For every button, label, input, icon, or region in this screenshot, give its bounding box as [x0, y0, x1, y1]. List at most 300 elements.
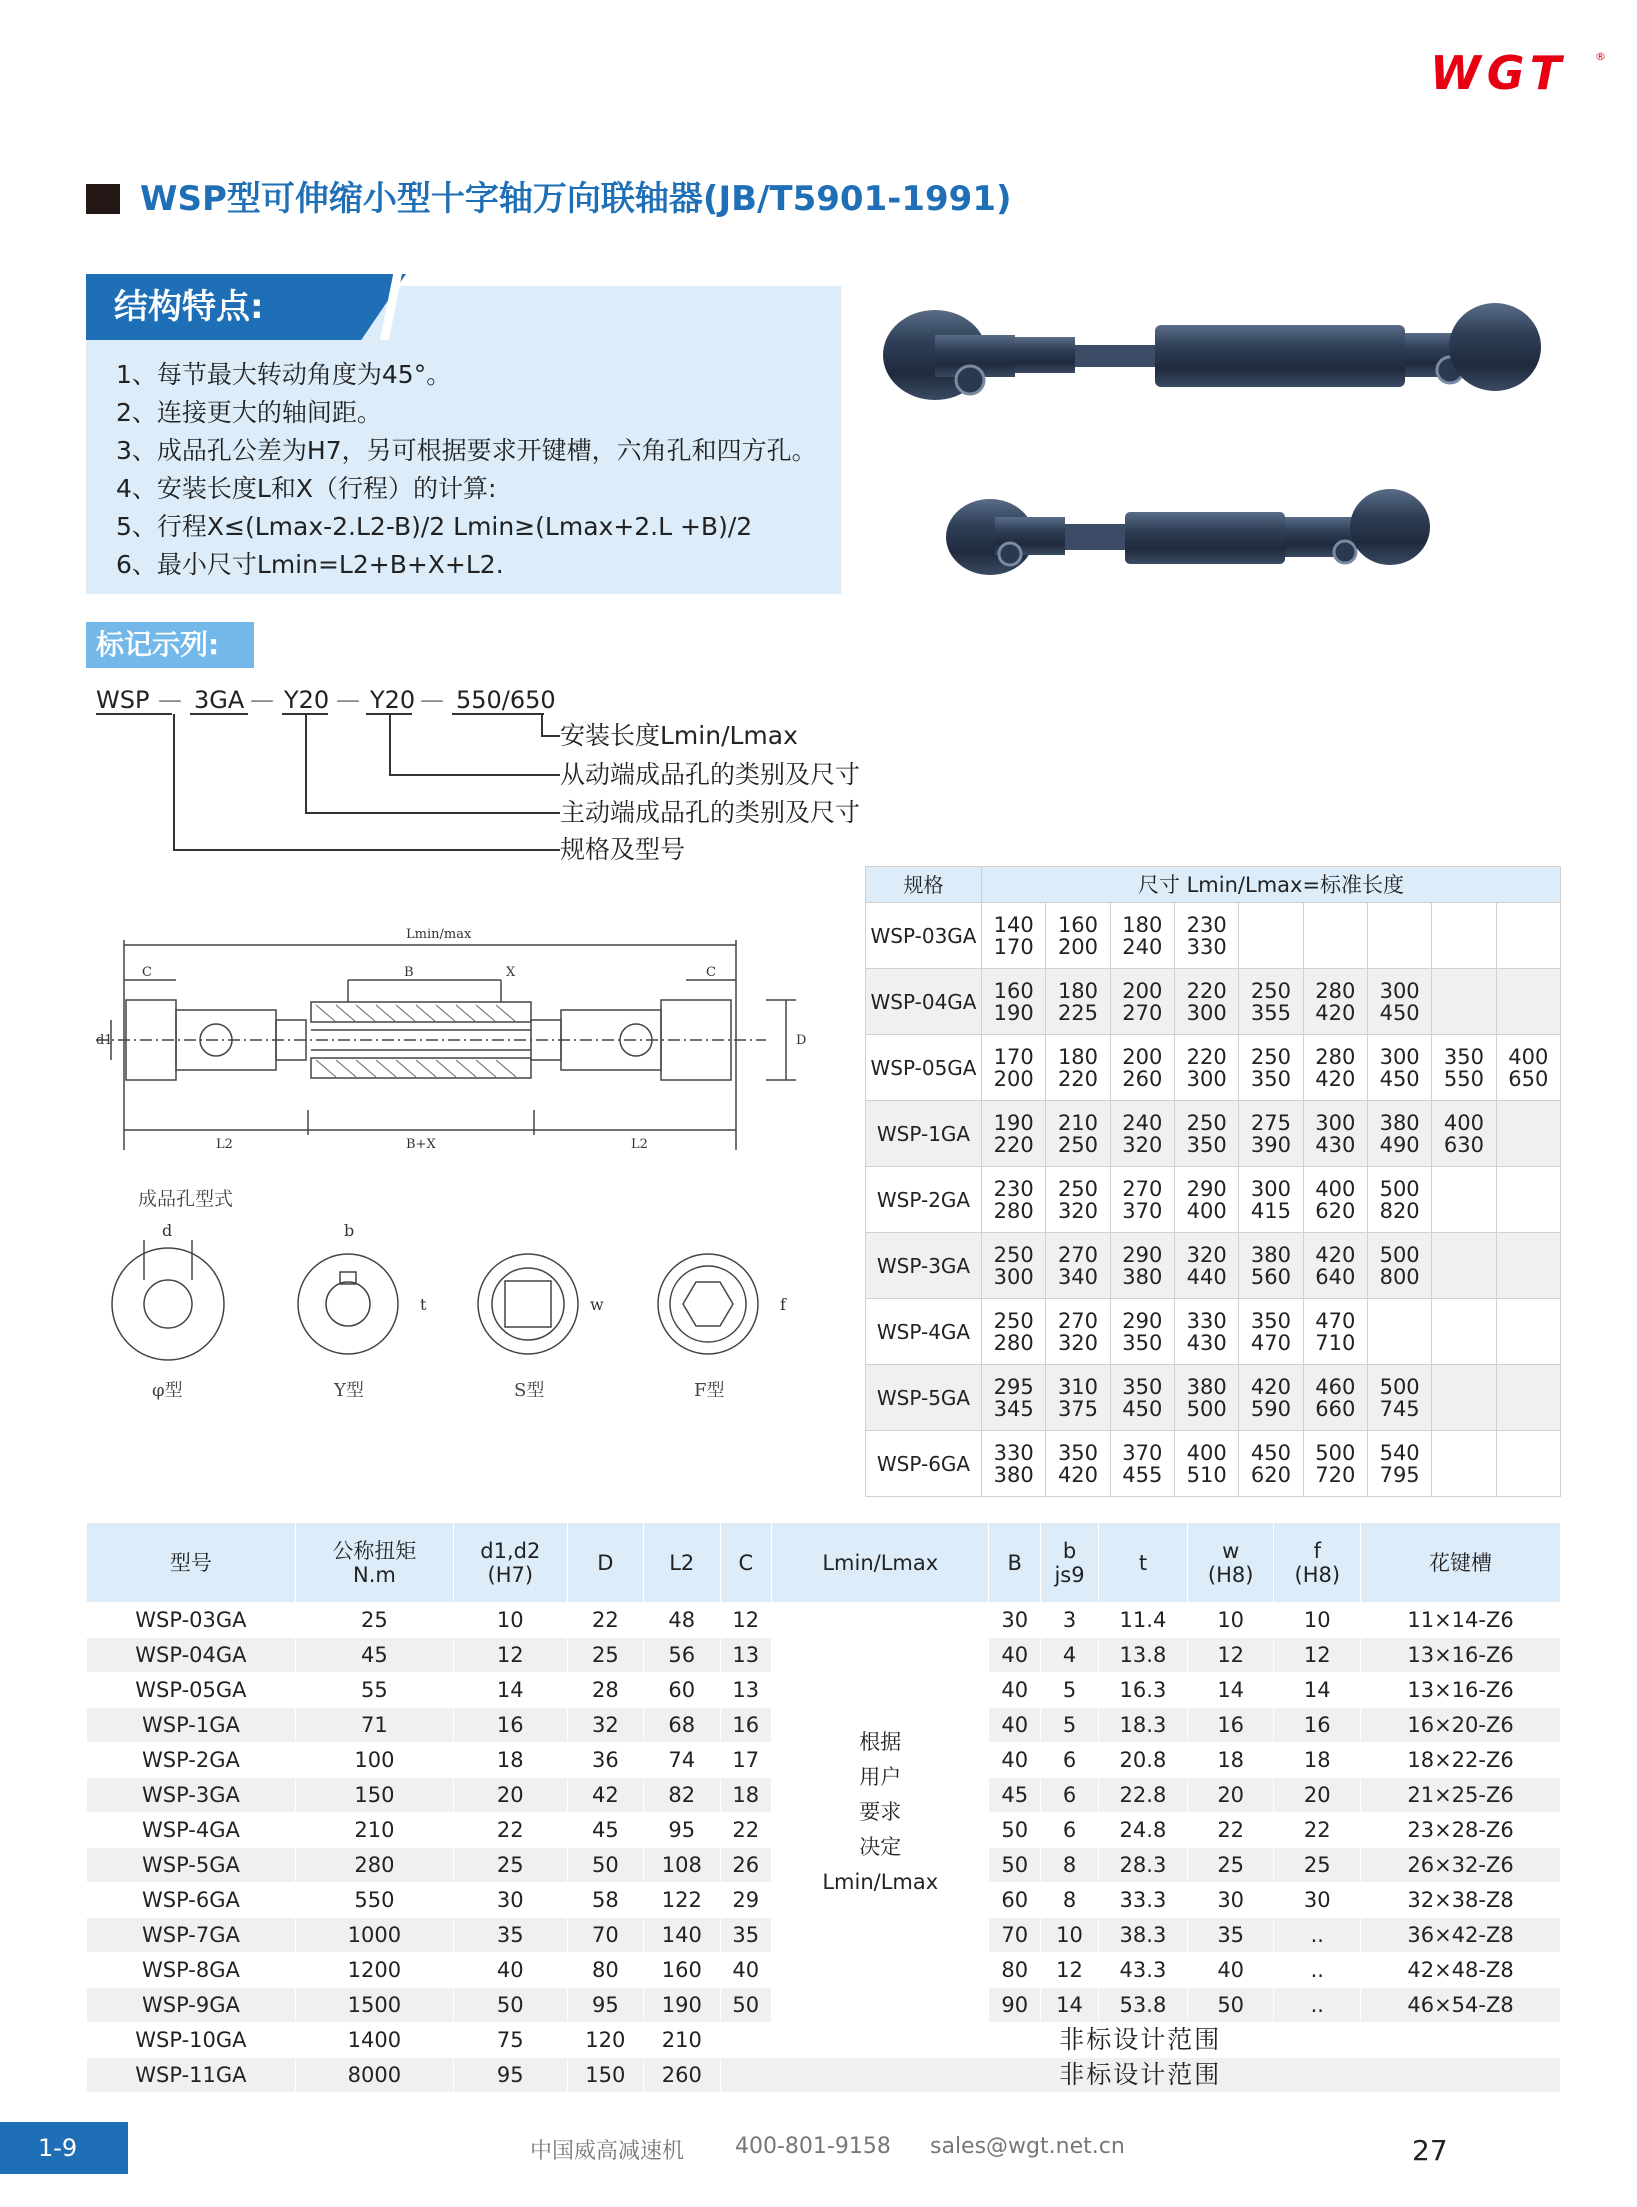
- spec-cell: 8000: [295, 2058, 453, 2093]
- code-part: 3GA: [194, 686, 245, 714]
- spec-cell: 5: [1041, 1673, 1099, 1708]
- lmin-value: 330: [993, 1440, 1034, 1465]
- spec-header-cell: t: [1099, 1523, 1188, 1603]
- bore-d-label: d: [162, 1221, 173, 1240]
- size-length-cell: [1174, 1299, 1238, 1365]
- size-length-cell: [1367, 1101, 1431, 1167]
- spec-cell: 25: [295, 1603, 453, 1638]
- lmin-value: 350: [1443, 1044, 1484, 1069]
- lmin-value: 300: [1315, 1110, 1356, 1135]
- lmin-value: 310: [1057, 1374, 1099, 1399]
- lmax-value: 225: [1057, 1000, 1099, 1025]
- size-length-cell: [1367, 1035, 1431, 1101]
- spec-cell: 550: [295, 1883, 453, 1918]
- spec-cell: 12: [1187, 1638, 1274, 1673]
- size-table-row: [866, 1101, 1561, 1167]
- lmax-value: 380: [1122, 1264, 1163, 1289]
- spec-cell: ..: [1274, 1953, 1361, 1988]
- size-length-cell: [1046, 1233, 1110, 1299]
- size-length-cell: [1174, 1167, 1238, 1233]
- lmin-value: 160: [1057, 912, 1099, 937]
- lmin-value: 275: [1250, 1110, 1292, 1135]
- lmin-value: 500: [1315, 1440, 1356, 1465]
- spec-table-row: [87, 2023, 1561, 2058]
- spec-cell: 25: [567, 1638, 643, 1673]
- size-length-cell: [1110, 1101, 1174, 1167]
- spec-cell: 30: [989, 1603, 1041, 1638]
- spec-cell: 32×38-Z8: [1361, 1883, 1561, 1918]
- dim-l2-label: L2: [631, 1137, 648, 1152]
- spec-cell: 13.8: [1099, 1638, 1188, 1673]
- lmax-value: 430: [1186, 1330, 1227, 1355]
- lmin-value: 200: [1122, 1044, 1163, 1069]
- spec-cell: 1500: [295, 1988, 453, 2023]
- spec-cell: 13: [720, 1673, 772, 1708]
- lmax-value: 300: [993, 1264, 1034, 1289]
- spec-header-cell: d1,d2 (H7): [453, 1523, 567, 1603]
- dim-l2-label: L2: [216, 1137, 233, 1152]
- bore-types-drawing: [100, 1220, 840, 1400]
- spec-cell: 35: [453, 1918, 567, 1953]
- spec-cell: WSP-04GA: [87, 1638, 296, 1673]
- lmax-value: 660: [1315, 1396, 1356, 1421]
- feature-item: 4、安装长度L和X（行程）的计算:: [116, 474, 497, 503]
- lmin-value: 370: [1122, 1440, 1163, 1465]
- spec-cell: 50: [567, 1848, 643, 1883]
- size-model-cell: WSP-3GA: [866, 1233, 982, 1299]
- lmax-value: 440: [1186, 1264, 1227, 1289]
- lmin-value: 350: [1250, 1308, 1292, 1333]
- feature-item: 6、最小尺寸Lmin=L2+B+X+L2.: [116, 550, 504, 579]
- size-length-cell: [1303, 1431, 1367, 1497]
- lmax-value: 820: [1379, 1198, 1420, 1223]
- spec-cell: 45: [989, 1778, 1041, 1813]
- size-length-cell: [982, 903, 1046, 969]
- size-length-cell: [1367, 969, 1431, 1035]
- size-header-lengths: 尺寸 Lmin/Lmax=标准长度: [982, 867, 1561, 903]
- lmin-value: 380: [1379, 1110, 1420, 1135]
- spec-cell: 16: [1187, 1708, 1274, 1743]
- spec-header-cell: f (H8): [1274, 1523, 1361, 1603]
- spec-cell: 40: [453, 1953, 567, 1988]
- lmin-value: 180: [1122, 912, 1163, 937]
- size-length-cell: [1432, 1299, 1496, 1365]
- size-length-cell: [982, 969, 1046, 1035]
- code-part: 550/650: [456, 686, 556, 714]
- lmax-value: 720: [1315, 1462, 1356, 1487]
- size-length-cell: [1432, 1431, 1496, 1497]
- lmax-value: 300: [1186, 1066, 1227, 1091]
- dim-d1-label: d1: [96, 1033, 113, 1048]
- size-length-cell: [1239, 1101, 1303, 1167]
- spec-cell: 50: [989, 1848, 1041, 1883]
- size-model-cell: WSP-04GA: [866, 969, 982, 1035]
- spec-cell: 4: [1041, 1638, 1099, 1673]
- spec-cell: WSP-11GA: [87, 2058, 296, 2093]
- spec-header-cell: B: [989, 1523, 1041, 1603]
- footer-email[interactable]: sales@wgt.net.cn: [930, 2134, 1125, 2159]
- spec-cell: 120: [567, 2023, 643, 2058]
- size-length-cell: [1174, 969, 1238, 1035]
- spec-cell: 74: [644, 1743, 720, 1778]
- page-title: WSP型可伸缩小型十字轴万向联轴器(JB/T5901-1991): [140, 179, 1012, 219]
- code-part: Y20: [370, 686, 416, 714]
- size-length-cell: [1303, 1233, 1367, 1299]
- spec-cell: 14: [1041, 1988, 1099, 2023]
- lmin-value: 280: [1315, 978, 1356, 1003]
- lmax-value: 330: [1186, 934, 1227, 959]
- lmax-value: 300: [1186, 1000, 1227, 1025]
- lmin-value: 190: [993, 1110, 1034, 1135]
- dim-lminmax-label: Lmin/max: [406, 927, 472, 942]
- lminmax-note-cell: [772, 1603, 989, 2023]
- size-length-cell: [1174, 1431, 1238, 1497]
- spec-header-cell: C: [720, 1523, 772, 1603]
- spec-cell: 28: [567, 1673, 643, 1708]
- spec-cell: 18.3: [1099, 1708, 1188, 1743]
- lmax-value: 370: [1122, 1198, 1163, 1223]
- bore-t-label: t: [420, 1295, 427, 1314]
- lmin-value: 250: [1186, 1110, 1227, 1135]
- size-length-cell: [1496, 1365, 1560, 1431]
- spec-header-cell: Lmin/Lmax: [772, 1523, 989, 1603]
- spec-cell: 40: [989, 1708, 1041, 1743]
- size-length-cell: [1110, 1299, 1174, 1365]
- size-length-cell: [1496, 1233, 1560, 1299]
- spec-cell: 10: [1041, 1918, 1099, 1953]
- spec-cell: 22: [1187, 1813, 1274, 1848]
- size-table-row: [866, 1035, 1561, 1101]
- lmax-value: 560: [1250, 1264, 1292, 1289]
- size-length-cell: [982, 1299, 1046, 1365]
- spec-cell: 22: [453, 1813, 567, 1848]
- lmax-value: 710: [1315, 1330, 1356, 1355]
- lmax-value: 420: [1057, 1462, 1099, 1487]
- spec-cell: 12: [453, 1638, 567, 1673]
- lmin-value: 230: [1186, 912, 1227, 937]
- bore-type-f: F型: [694, 1380, 725, 1400]
- lmin-value: 295: [993, 1374, 1034, 1399]
- spec-cell: WSP-7GA: [87, 1918, 296, 1953]
- spec-cell: 95: [453, 2058, 567, 2093]
- standard-length-table: [865, 866, 1561, 1497]
- spec-cell: 36: [567, 1743, 643, 1778]
- spec-cell: 80: [989, 1953, 1041, 1988]
- spec-cell: 5: [1041, 1708, 1099, 1743]
- size-length-cell: [1432, 969, 1496, 1035]
- lmax-value: 350: [1122, 1330, 1163, 1355]
- assembly-drawing: [86, 910, 846, 1160]
- spec-cell: 13×16-Z6: [1361, 1638, 1561, 1673]
- size-length-cell: [1303, 903, 1367, 969]
- size-model-cell: WSP-03GA: [866, 903, 982, 969]
- size-length-cell: [1367, 1365, 1431, 1431]
- spec-cell: 26×32-Z6: [1361, 1848, 1561, 1883]
- footer-phone[interactable]: 400-801-9158: [735, 2134, 891, 2159]
- lmax-value: 550: [1443, 1066, 1484, 1091]
- spec-cell: WSP-3GA: [87, 1778, 296, 1813]
- size-length-cell: [982, 1233, 1046, 1299]
- spec-cell: 20: [1187, 1778, 1274, 1813]
- lmin-value: 420: [1250, 1374, 1292, 1399]
- spec-cell: 22: [1274, 1813, 1361, 1848]
- spec-cell: 42×48-Z8: [1361, 1953, 1561, 1988]
- spec-cell: 43.3: [1099, 1953, 1188, 1988]
- spec-cell: 40: [1187, 1953, 1274, 1988]
- size-length-cell: [1239, 1365, 1303, 1431]
- lmax-value: 220: [993, 1132, 1034, 1157]
- size-length-cell: [1174, 1365, 1238, 1431]
- bore-b-label: b: [344, 1221, 355, 1240]
- size-length-cell: [1496, 969, 1560, 1035]
- size-table-body: [866, 903, 1561, 1497]
- lmin-value: 160: [993, 978, 1034, 1003]
- spec-table: [86, 1522, 1561, 2093]
- lmin-value: 180: [1057, 1044, 1099, 1069]
- footer-company: 中国威高减速机: [530, 2139, 685, 2164]
- size-length-cell: [1110, 969, 1174, 1035]
- size-length-cell: [982, 1431, 1046, 1497]
- lmax-value: 650: [1508, 1066, 1549, 1091]
- spec-cell: 35: [1187, 1918, 1274, 1953]
- size-length-cell: [1367, 1233, 1431, 1299]
- spec-cell: 16: [453, 1708, 567, 1743]
- spec-table-row: [87, 1603, 1561, 1638]
- lmax-value: 200: [1057, 934, 1099, 959]
- size-length-cell: [982, 1167, 1046, 1233]
- code-separator: —: [158, 686, 182, 714]
- spec-cell: 190: [644, 1988, 720, 2023]
- size-length-cell: [1046, 903, 1110, 969]
- spec-cell: 8: [1041, 1883, 1099, 1918]
- spec-cell: 90: [989, 1988, 1041, 2023]
- spec-cell: 1200: [295, 1953, 453, 1988]
- product-photo-long: [875, 295, 1555, 425]
- spec-cell: 45: [295, 1638, 453, 1673]
- spec-cell: WSP-5GA: [87, 1848, 296, 1883]
- lmax-value: 390: [1250, 1132, 1292, 1157]
- nonstandard-design-cell: 非标设计范围: [720, 2023, 1561, 2058]
- lmax-value: 420: [1315, 1066, 1356, 1091]
- spec-cell: 58: [567, 1883, 643, 1918]
- spec-cell: ..: [1274, 1918, 1361, 1953]
- lmax-value: 220: [1057, 1066, 1099, 1091]
- lmax-value: 450: [1379, 1000, 1420, 1025]
- spec-cell: 25: [453, 1848, 567, 1883]
- spec-cell: 18×22-Z6: [1361, 1743, 1561, 1778]
- lmax-value: 795: [1379, 1462, 1420, 1487]
- spec-cell: 6: [1041, 1743, 1099, 1778]
- lmax-value: 500: [1186, 1396, 1227, 1421]
- lmax-value: 320: [1122, 1132, 1163, 1157]
- size-length-cell: [1367, 1431, 1431, 1497]
- size-length-cell: [1110, 1035, 1174, 1101]
- lmin-value: 270: [1057, 1308, 1099, 1333]
- spec-cell: 80: [567, 1953, 643, 1988]
- size-length-cell: [1303, 1101, 1367, 1167]
- spec-cell: 23×28-Z6: [1361, 1813, 1561, 1848]
- spec-cell: 18: [1274, 1743, 1361, 1778]
- spec-cell: 3: [1041, 1603, 1099, 1638]
- spec-cell: 50: [720, 1988, 772, 2023]
- size-length-cell: [1496, 1431, 1560, 1497]
- size-length-cell: [1239, 903, 1303, 969]
- size-table-row: [866, 969, 1561, 1035]
- lmin-value: 320: [1186, 1242, 1227, 1267]
- spec-cell: 17: [720, 1743, 772, 1778]
- spec-cell: 12: [1041, 1953, 1099, 1988]
- spec-cell: 140: [644, 1918, 720, 1953]
- size-model-cell: WSP-6GA: [866, 1431, 982, 1497]
- spec-cell: 82: [644, 1778, 720, 1813]
- size-length-cell: [1110, 903, 1174, 969]
- spec-cell: 50: [1187, 1988, 1274, 2023]
- size-length-cell: [1239, 1233, 1303, 1299]
- lmin-value: 400: [1443, 1110, 1484, 1135]
- spec-cell: 160: [644, 1953, 720, 1988]
- code-part: WSP: [96, 686, 150, 714]
- spec-cell: 95: [567, 1988, 643, 2023]
- size-length-cell: [1239, 1431, 1303, 1497]
- spec-cell: 16: [720, 1708, 772, 1743]
- spec-cell: 25: [1274, 1848, 1361, 1883]
- spec-cell: 40: [720, 1953, 772, 1988]
- lmin-value: 500: [1379, 1374, 1420, 1399]
- size-length-cell: [1046, 1167, 1110, 1233]
- lminmax-note-line: 要求: [859, 1800, 902, 1824]
- spec-cell: 16.3: [1099, 1673, 1188, 1708]
- spec-cell: 14: [1274, 1673, 1361, 1708]
- size-length-cell: [1239, 969, 1303, 1035]
- lmin-value: 220: [1186, 1044, 1227, 1069]
- spec-cell: 10: [1187, 1603, 1274, 1638]
- lmin-value: 460: [1315, 1374, 1356, 1399]
- spec-cell: 108: [644, 1848, 720, 1883]
- bore-type-y: Y型: [334, 1380, 364, 1400]
- code-separator: —: [250, 686, 274, 714]
- spec-cell: 22: [567, 1603, 643, 1638]
- size-length-cell: [1432, 1167, 1496, 1233]
- lmin-value: 290: [1122, 1242, 1163, 1267]
- lmin-value: 140: [993, 912, 1034, 937]
- size-length-cell: [1496, 1167, 1560, 1233]
- lmin-value: 290: [1122, 1308, 1163, 1333]
- lmax-value: 355: [1250, 1000, 1292, 1025]
- size-length-cell: [982, 1035, 1046, 1101]
- lminmax-note-line: 根据: [859, 1730, 902, 1754]
- spec-header-cell: b js9: [1041, 1523, 1099, 1603]
- spec-cell: 210: [644, 2023, 720, 2058]
- size-length-cell: [1496, 1101, 1560, 1167]
- spec-cell: 36×42-Z8: [1361, 1918, 1561, 1953]
- size-table-row: [866, 1431, 1561, 1497]
- code-separator: —: [420, 686, 444, 714]
- page-number: 27: [1412, 2134, 1448, 2167]
- spec-cell: 6: [1041, 1813, 1099, 1848]
- bore-type-phi: φ型: [152, 1380, 183, 1400]
- lmin-value: 470: [1315, 1308, 1356, 1333]
- spec-header-cell: 公称扭矩 N.m: [295, 1523, 453, 1603]
- size-model-cell: WSP-05GA: [866, 1035, 982, 1101]
- registered-mark: ®: [1595, 50, 1606, 63]
- spec-cell: 20.8: [1099, 1743, 1188, 1778]
- legend-install-length: 安装长度Lmin/Lmax: [560, 721, 798, 750]
- size-table-row: [866, 1365, 1561, 1431]
- lmax-value: 630: [1443, 1132, 1484, 1157]
- size-model-cell: WSP-1GA: [866, 1101, 982, 1167]
- lmax-value: 320: [1057, 1198, 1099, 1223]
- spec-cell: 26: [720, 1848, 772, 1883]
- spec-cell: 35: [720, 1918, 772, 1953]
- spec-cell: 30: [1274, 1883, 1361, 1918]
- spec-header-cell: 型号: [87, 1523, 296, 1603]
- size-length-cell: [1496, 1299, 1560, 1365]
- lmax-value: 260: [1122, 1066, 1163, 1091]
- lmin-value: 230: [993, 1176, 1034, 1201]
- size-length-cell: [1046, 969, 1110, 1035]
- size-length-cell: [1367, 1299, 1431, 1365]
- size-length-cell: [1174, 1233, 1238, 1299]
- size-length-cell: [1239, 1167, 1303, 1233]
- lmin-value: 400: [1315, 1176, 1356, 1201]
- size-length-cell: [982, 1101, 1046, 1167]
- lmin-value: 400: [1508, 1044, 1549, 1069]
- size-length-cell: [1496, 903, 1560, 969]
- spec-cell: 40: [989, 1743, 1041, 1778]
- bore-type-s: S型: [514, 1380, 545, 1400]
- lmax-value: 270: [1122, 1000, 1163, 1025]
- dim-d-label: D: [796, 1033, 807, 1048]
- lmin-value: 280: [1315, 1044, 1356, 1069]
- lmin-value: 250: [993, 1242, 1034, 1267]
- bore-f-label: f: [780, 1295, 786, 1314]
- size-length-cell: [1046, 1365, 1110, 1431]
- spec-header-cell: L2: [644, 1523, 720, 1603]
- lmax-value: 345: [993, 1396, 1034, 1421]
- size-length-cell: [1046, 1299, 1110, 1365]
- spec-cell: 46×54-Z8: [1361, 1988, 1561, 2023]
- spec-cell: 1000: [295, 1918, 453, 1953]
- code-part: Y20: [284, 686, 330, 714]
- size-table-row: [866, 1299, 1561, 1365]
- size-length-cell: [1367, 1167, 1431, 1233]
- size-model-cell: WSP-5GA: [866, 1365, 982, 1431]
- spec-cell: 1400: [295, 2023, 453, 2058]
- lmax-value: 490: [1379, 1132, 1420, 1157]
- marking-leader-lines: [90, 712, 570, 862]
- size-length-cell: [1303, 1299, 1367, 1365]
- nonstandard-design-cell: 非标设计范围: [720, 2058, 1561, 2093]
- size-length-cell: [1110, 1167, 1174, 1233]
- lmin-value: 290: [1186, 1176, 1227, 1201]
- size-length-cell: [1432, 1365, 1496, 1431]
- lmin-value: 170: [993, 1044, 1034, 1069]
- lmax-value: 450: [1379, 1066, 1420, 1091]
- lmax-value: 350: [1250, 1066, 1292, 1091]
- spec-cell: 60: [644, 1673, 720, 1708]
- lmax-value: 170: [993, 934, 1034, 959]
- spec-cell: 210: [295, 1813, 453, 1848]
- feature-item: 5、行程X≤(Lmax-2.L2-B)/2 Lmin≥(Lmax+2.L +B)/2: [116, 512, 753, 541]
- lmin-value: 270: [1057, 1242, 1099, 1267]
- size-length-cell: [1303, 1365, 1367, 1431]
- lmax-value: 590: [1250, 1396, 1292, 1421]
- lmax-value: 420: [1315, 1000, 1356, 1025]
- lmin-value: 250: [993, 1308, 1034, 1333]
- lmin-value: 500: [1379, 1176, 1420, 1201]
- lmax-value: 745: [1379, 1396, 1420, 1421]
- spec-cell: 30: [1187, 1883, 1274, 1918]
